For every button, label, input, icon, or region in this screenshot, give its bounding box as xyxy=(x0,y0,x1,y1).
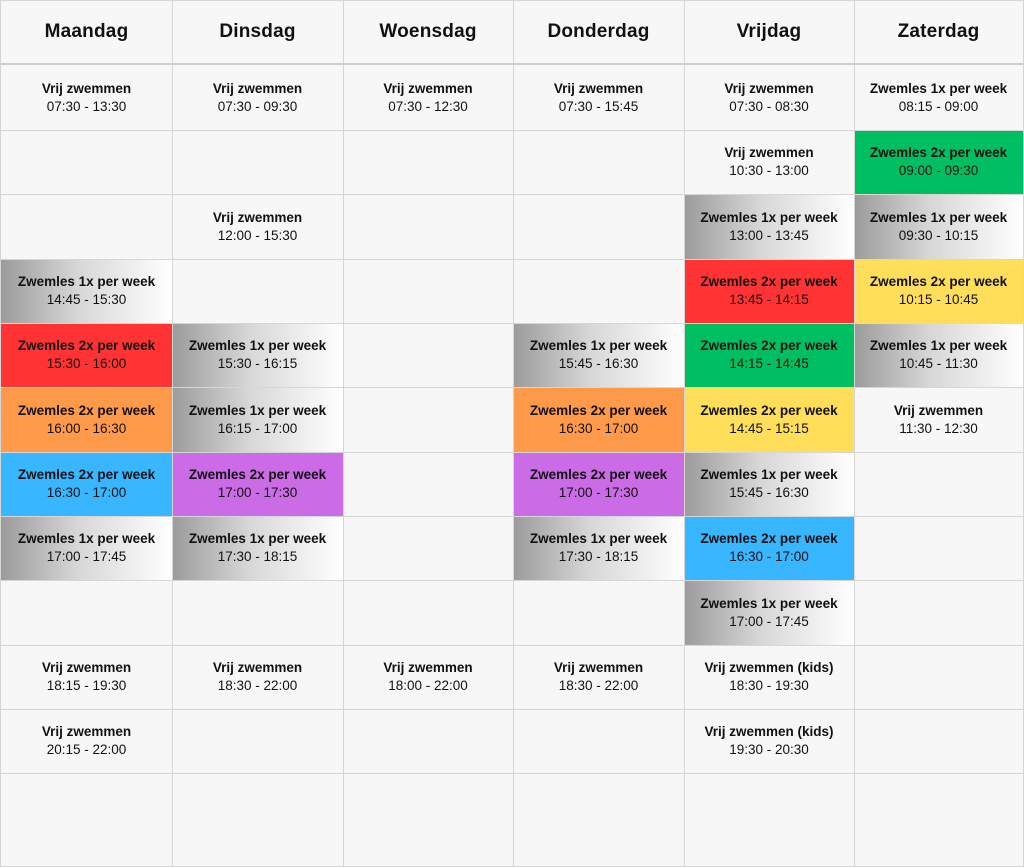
slot-title: Zwemles 1x per week xyxy=(188,531,327,546)
slot-title: Zwemles 2x per week xyxy=(700,531,838,546)
schedule-slot xyxy=(172,323,343,387)
slot-title: Zwemles 2x per week xyxy=(17,402,156,418)
schedule-slot xyxy=(172,387,343,452)
schedule-slot xyxy=(172,65,343,130)
row-divider xyxy=(1,387,1023,388)
slot-time: 13:00 - 13:45 xyxy=(729,227,809,243)
slot-title: Zwemles 1x per week xyxy=(700,595,838,611)
slot-title: Vrij zwemmen xyxy=(383,660,473,675)
schedule-slot xyxy=(684,259,854,323)
slot-time: 16:30 - 17:00 xyxy=(729,549,809,564)
slot-title: Vrij zwemmen xyxy=(212,80,303,96)
row-divider xyxy=(1,580,1023,581)
schedule-slot xyxy=(854,259,1023,323)
schedule-slot xyxy=(684,65,854,130)
slot-time: 14:45 - 15:30 xyxy=(46,292,127,307)
slot-time: 15:30 - 16:00 xyxy=(46,356,127,371)
slot-time: 20:15 - 22:00 xyxy=(46,742,127,757)
slot-time: 10:15 - 10:45 xyxy=(898,292,979,307)
schedule-slot xyxy=(513,387,684,452)
slot-title: Vrij zwemmen (kids) xyxy=(704,724,834,739)
schedule-slot xyxy=(684,387,854,452)
slot-time: 14:45 - 15:15 xyxy=(729,420,809,436)
schedule-slot xyxy=(684,580,854,645)
schedule-slot xyxy=(684,452,854,516)
slot-title: Zwemles 2x per week xyxy=(700,274,838,289)
slot-title: Zwemles 1x per week xyxy=(188,338,327,353)
row-divider xyxy=(1,194,1023,195)
slot-title: Vrij zwemmen xyxy=(553,660,644,675)
schedule-slot xyxy=(854,323,1023,387)
schedule-slot xyxy=(513,323,684,387)
day-header-wednesday: Woensdag xyxy=(379,21,477,42)
slot-title: Zwemles 1x per week xyxy=(17,531,156,546)
slot-title: Zwemles 2x per week xyxy=(529,467,668,482)
slot-time: 11:30 - 12:30 xyxy=(899,420,978,436)
schedule-slot xyxy=(1,65,172,130)
slot-time: 07:30 - 15:45 xyxy=(558,98,639,114)
row-divider xyxy=(1,773,1023,774)
slot-time: 16:00 - 16:30 xyxy=(46,420,127,436)
slot-title: Zwemles 1x per week xyxy=(529,531,668,546)
slot-time: 16:15 - 17:00 xyxy=(217,420,298,436)
slot-title: Vrij zwemmen xyxy=(212,660,303,675)
schedule-slot xyxy=(1,709,172,773)
schedule-slot xyxy=(172,452,343,516)
slot-time: 18:30 - 19:30 xyxy=(729,678,809,693)
slot-time: 12:00 - 15:30 xyxy=(217,227,298,243)
row-divider xyxy=(1,709,1023,710)
day-header-saturday: Zaterdag xyxy=(897,21,980,42)
schedule-slot xyxy=(1,259,172,323)
day-header-monday: Maandag xyxy=(44,21,129,42)
slot-title: Vrij zwemmen (kids) xyxy=(704,660,834,675)
schedule-slot xyxy=(684,130,854,194)
slot-time: 16:30 - 17:00 xyxy=(46,485,127,500)
slot-time: 17:00 - 17:30 xyxy=(217,485,298,500)
schedule-slot xyxy=(1,645,172,709)
slot-title: Vrij zwemmen xyxy=(383,80,473,96)
schedule-slot xyxy=(172,194,343,259)
slot-time: 17:00 - 17:30 xyxy=(558,485,639,500)
schedule-slot xyxy=(684,194,854,259)
slot-title: Zwemles 1x per week xyxy=(188,402,327,418)
slot-time: 18:30 - 22:00 xyxy=(558,678,639,693)
slot-time: 18:00 - 22:00 xyxy=(388,678,468,693)
slot-title: Vrij zwemmen xyxy=(893,402,984,418)
slot-title: Zwemles 2x per week xyxy=(17,338,156,353)
slot-title: Vrij zwemmen xyxy=(212,209,303,225)
slot-time: 07:30 - 12:30 xyxy=(388,98,468,114)
schedule-slot xyxy=(513,645,684,709)
row-divider xyxy=(1,645,1023,646)
row-divider xyxy=(1,516,1023,517)
slot-title: Zwemles 1x per week xyxy=(700,209,838,225)
slot-title: Vrij zwemmen xyxy=(41,80,132,96)
slot-title: Zwemles 2x per week xyxy=(700,402,838,418)
day-header-friday: Vrijdag xyxy=(736,21,802,42)
schedule-slot xyxy=(684,645,854,709)
row-divider xyxy=(1,259,1023,260)
slot-time: 17:00 - 17:45 xyxy=(46,549,127,564)
schedule-slot xyxy=(1,452,172,516)
slot-title: Zwemles 2x per week xyxy=(700,338,838,353)
slot-time: 15:45 - 16:30 xyxy=(729,485,809,500)
slot-title: Zwemles 2x per week xyxy=(17,467,156,482)
schedule-slot xyxy=(854,65,1023,130)
row-divider xyxy=(1,323,1023,324)
slot-title: Zwemles 1x per week xyxy=(529,338,668,353)
schedule-slot xyxy=(513,516,684,580)
slot-title: Zwemles 1x per week xyxy=(869,209,1008,225)
schedule-slot xyxy=(684,516,854,580)
slot-title: Zwemles 1x per week xyxy=(869,80,1008,96)
slot-time: 18:15 - 19:30 xyxy=(46,678,127,693)
slot-title: Vrij zwemmen xyxy=(41,660,132,675)
slot-time: 18:30 - 22:00 xyxy=(217,678,298,693)
schedule-slot xyxy=(684,323,854,387)
schedule-slot xyxy=(854,194,1023,259)
row-divider xyxy=(1,130,1023,131)
schedule-slot xyxy=(343,645,513,709)
slot-time: 08:15 - 09:00 xyxy=(898,98,979,114)
slot-title: Zwemles 1x per week xyxy=(700,467,838,482)
slot-title: Vrij zwemmen xyxy=(724,80,814,96)
slot-title: Vrij zwemmen xyxy=(41,724,132,739)
slot-time: 10:45 - 11:30 xyxy=(899,356,978,371)
slot-time: 07:30 - 08:30 xyxy=(729,98,809,114)
slot-time: 16:30 - 17:00 xyxy=(558,420,639,436)
slot-time: 15:30 - 16:15 xyxy=(217,356,298,371)
schedule-slot xyxy=(513,65,684,130)
slot-time: 17:00 - 17:45 xyxy=(729,613,809,629)
slot-time: 10:30 - 13:00 xyxy=(729,163,809,178)
slot-title: Zwemles 2x per week xyxy=(869,145,1008,160)
slot-title: Zwemles 2x per week xyxy=(188,467,327,482)
slot-title: Zwemles 1x per week xyxy=(869,338,1008,353)
slot-time: 17:30 - 18:15 xyxy=(558,549,639,564)
slot-title: Zwemles 2x per week xyxy=(529,402,668,418)
slot-time: 07:30 - 09:30 xyxy=(217,98,298,114)
slot-time: 09:00 - 09:30 xyxy=(898,163,979,178)
header-divider xyxy=(1,63,1023,65)
slot-title: Zwemles 1x per week xyxy=(17,274,156,289)
slot-time: 15:45 - 16:30 xyxy=(558,356,639,371)
day-header-tuesday: Dinsdag xyxy=(219,21,296,42)
schedule-slot xyxy=(172,516,343,580)
slot-time: 17:30 - 18:15 xyxy=(217,549,298,564)
slot-title: Zwemles 2x per week xyxy=(869,274,1008,289)
row-divider xyxy=(1,452,1023,453)
schedule-slot xyxy=(513,452,684,516)
slot-time: 13:45 - 14:15 xyxy=(729,292,809,307)
schedule-slot xyxy=(854,387,1023,452)
slot-time: 14:15 - 14:45 xyxy=(729,356,809,371)
schedule-slot xyxy=(172,645,343,709)
slot-title: Vrij zwemmen xyxy=(553,80,644,96)
slot-time: 07:30 - 13:30 xyxy=(46,98,127,114)
schedule-slot xyxy=(1,387,172,452)
slot-time: 09:30 - 10:15 xyxy=(898,227,979,243)
slot-time: 19:30 - 20:30 xyxy=(729,742,809,757)
day-header-thursday: Donderdag xyxy=(547,21,650,42)
schedule-slot xyxy=(343,65,513,130)
schedule-slot xyxy=(1,323,172,387)
schedule-slot xyxy=(1,516,172,580)
slot-title: Vrij zwemmen xyxy=(724,145,814,160)
schedule-slot xyxy=(684,709,854,773)
schedule-slot xyxy=(854,130,1023,194)
